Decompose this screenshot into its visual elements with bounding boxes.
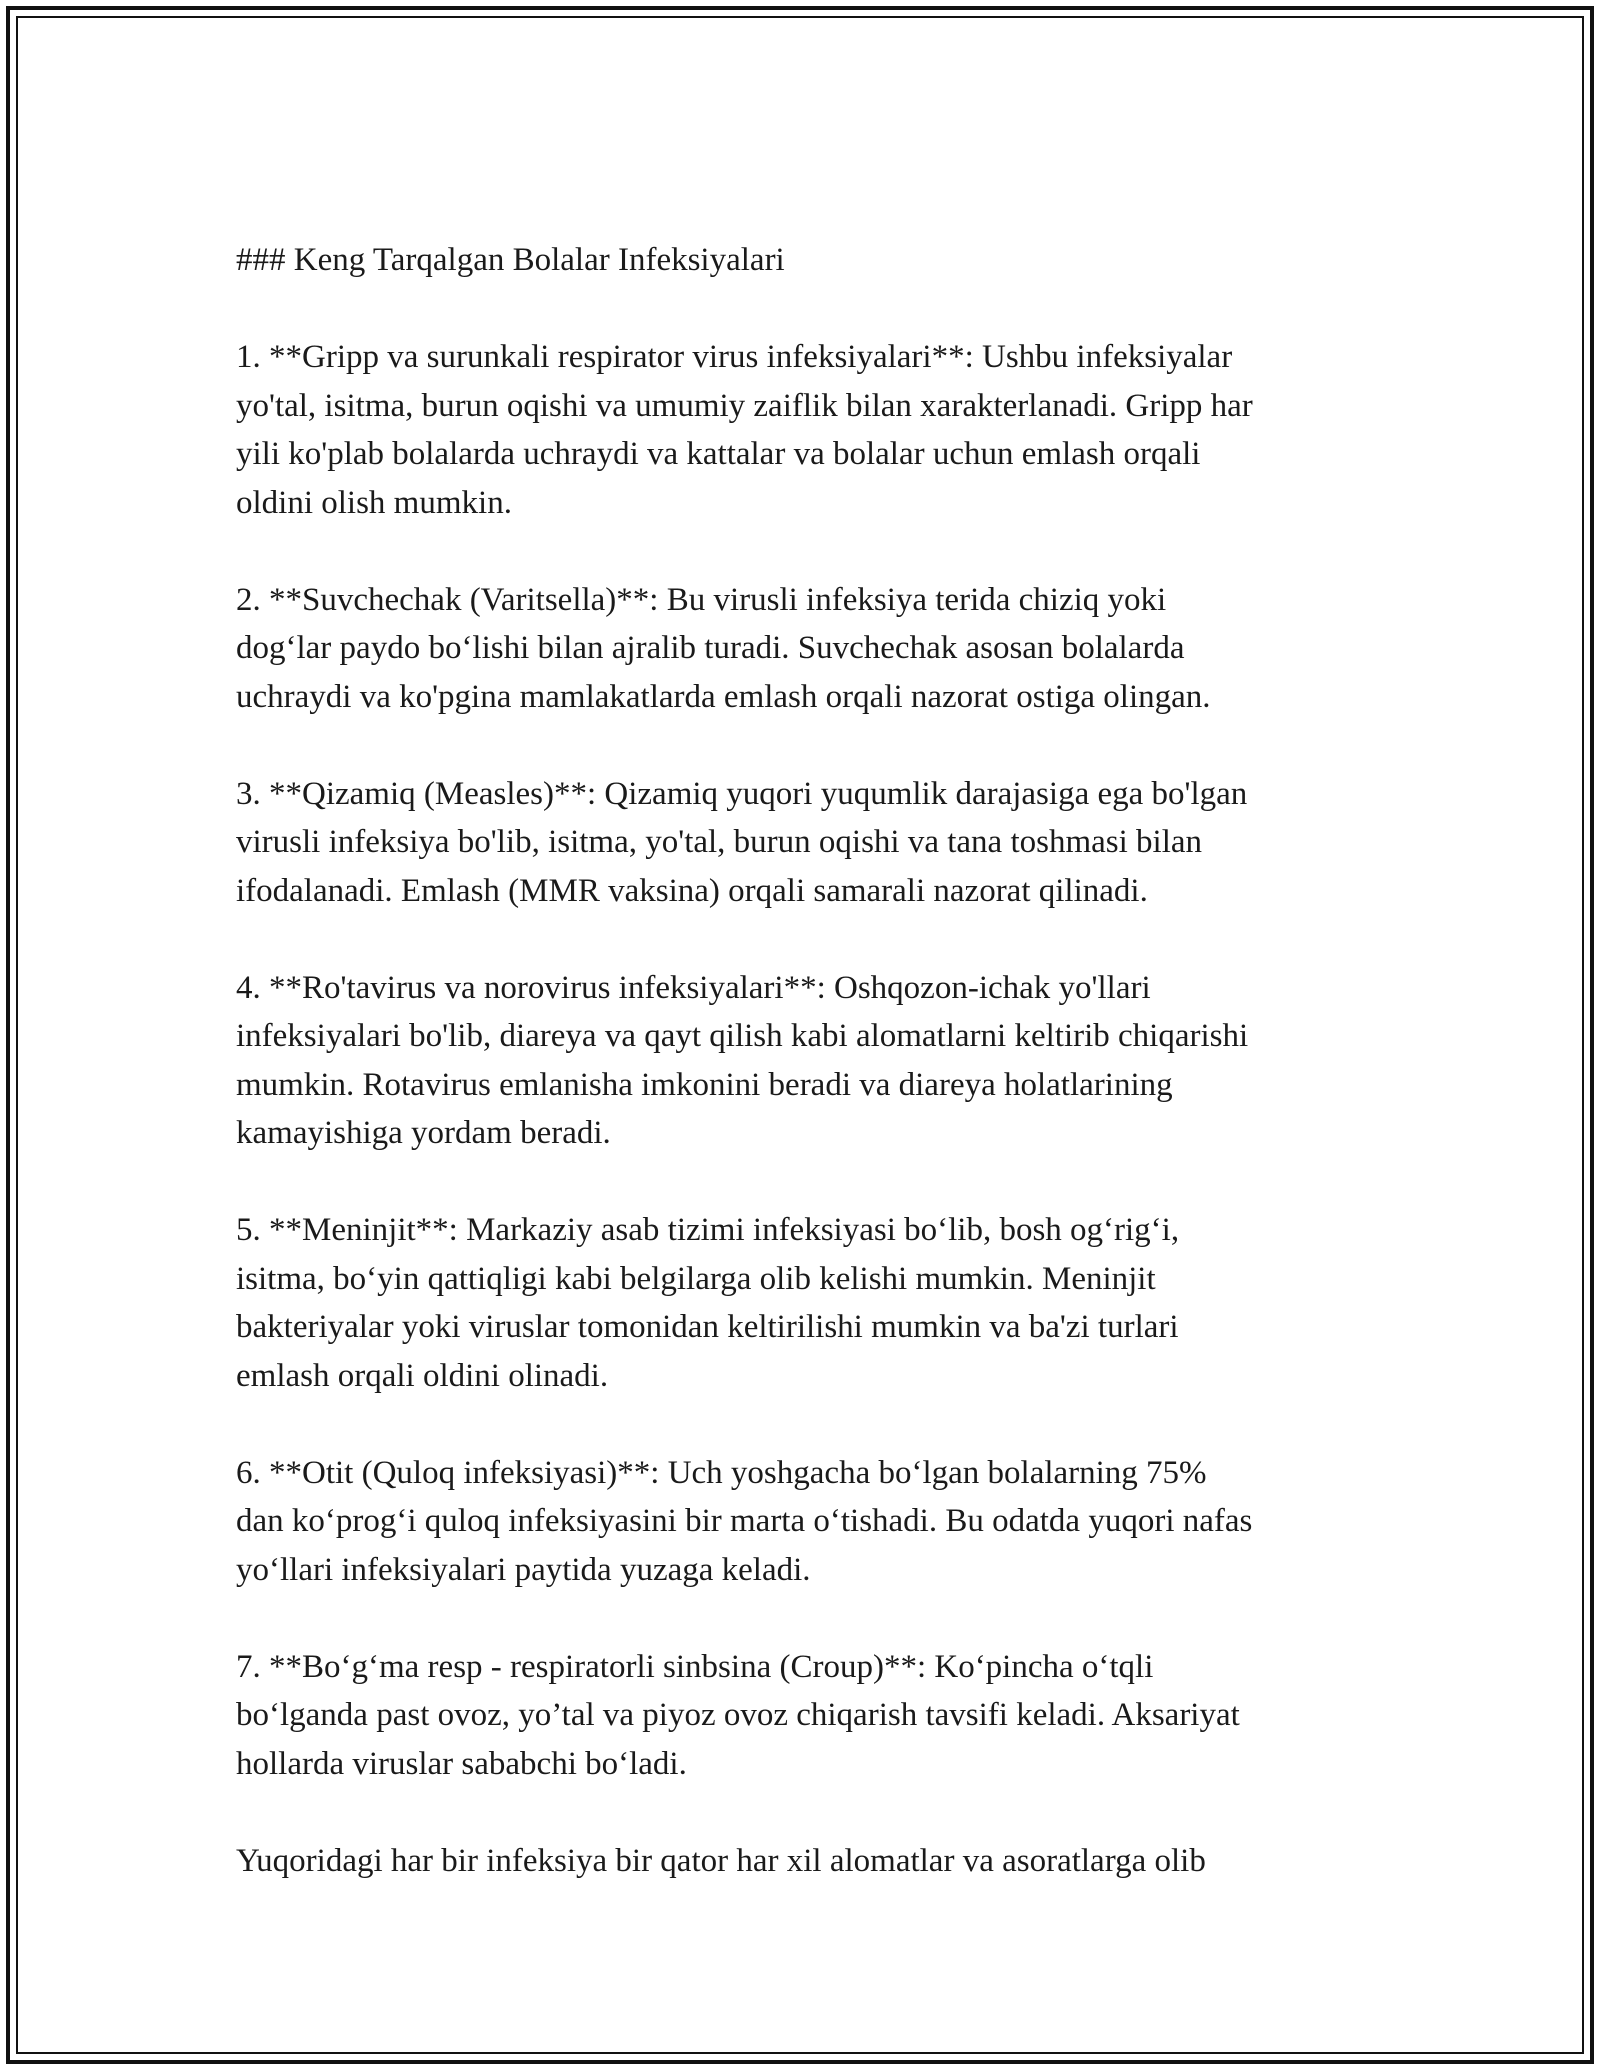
document-heading: ### Keng Tarqalgan Bolalar Infeksiyalari	[236, 242, 785, 278]
list-item-measles: 3. **Qizamiq (Measles)**: Qizamiq yuqori yuqumlik darajasiga ega bo'lgan virusli infeksiya bo'lib, isitma, yo'tal, burun oqishi va tana toshmasi bilan ifodalanadi. Emlash (MMR vaksina) orqali samarali nazorat qilinadi.	[236, 775, 1248, 909]
list-item-meningitis: 5. **Meninjit**: Markaziy asab tizimi infeksiyasi bo‘lib, bosh og‘rig‘i, isitma, bo‘yin qattiqligi kabi belgilarga olib kelishi mumkin. Meninjit bakteriyalar yoki viruslar tomonidan keltirilishi mumkin va ba'zi turlari emlash orqali oldini olinadi.	[236, 1212, 1180, 1394]
closing-paragraph: Yuqoridagi har bir infeksiya bir qator har xil alomatlar va asoratlarga olib	[236, 1842, 1206, 1879]
list-item-otitis: 6. **Otit (Quloq infeksiyasi)**: Uch yoshgacha bo‘lgan bolalarning 75% dan ko‘prog‘i quloq infeksiyasini bir marta o‘tishadi. Bu odatda yuqori nafas yo‘llari infeksiyalari paytida yuzaga keladi.	[236, 1454, 1253, 1588]
list-item-rotavirus: 4. **Ro'tavirus va norovirus infeksiyalari**: Oshqozon-ichak yo'llari infeksiyalari bo'lib, diareya va qayt qilish kabi alomatlarni keltirib chiqarishi mumkin. Rotavirus emlanisha imkonini beradi va diareya holatlarining kamayishiga yordam beradi.	[236, 969, 1249, 1151]
document-body	[236, 236, 1376, 1885]
list-item-flu: 1. **Gripp va surunkali respirator virus infeksiyalari**: Ushbu infeksiyalar yo'tal, isitma, burun oqishi va umumiy zaiflik bilan xarakterlanadi. Gripp har yili ko'plab bolalarda uchraydi va kattalar va bolalar uchun emlash orqali oldini olish mumkin.	[236, 339, 1253, 521]
list-item-chickenpox: 2. **Suvchechak (Varitsella)**: Bu virusli infeksiya terida chiziq yoki dog‘lar paydo bo‘lishi bilan ajralib turadi. Suvchechak asosan bolalarda uchraydi va ko'pgina mamlakatlarda emlash orqali nazorat ostiga olingan.	[236, 581, 1211, 715]
list-item-croup: 7. **Bo‘g‘ma resp - respiratorli sinbsina (Croup)**: Ko‘pincha o‘tqli bo‘lganda past ovoz, yo’tal va piyoz ovoz chiqarish tavsifi keladi. Aksariyat hollarda viruslar sababchi bo‘ladi.	[236, 1648, 1240, 1782]
